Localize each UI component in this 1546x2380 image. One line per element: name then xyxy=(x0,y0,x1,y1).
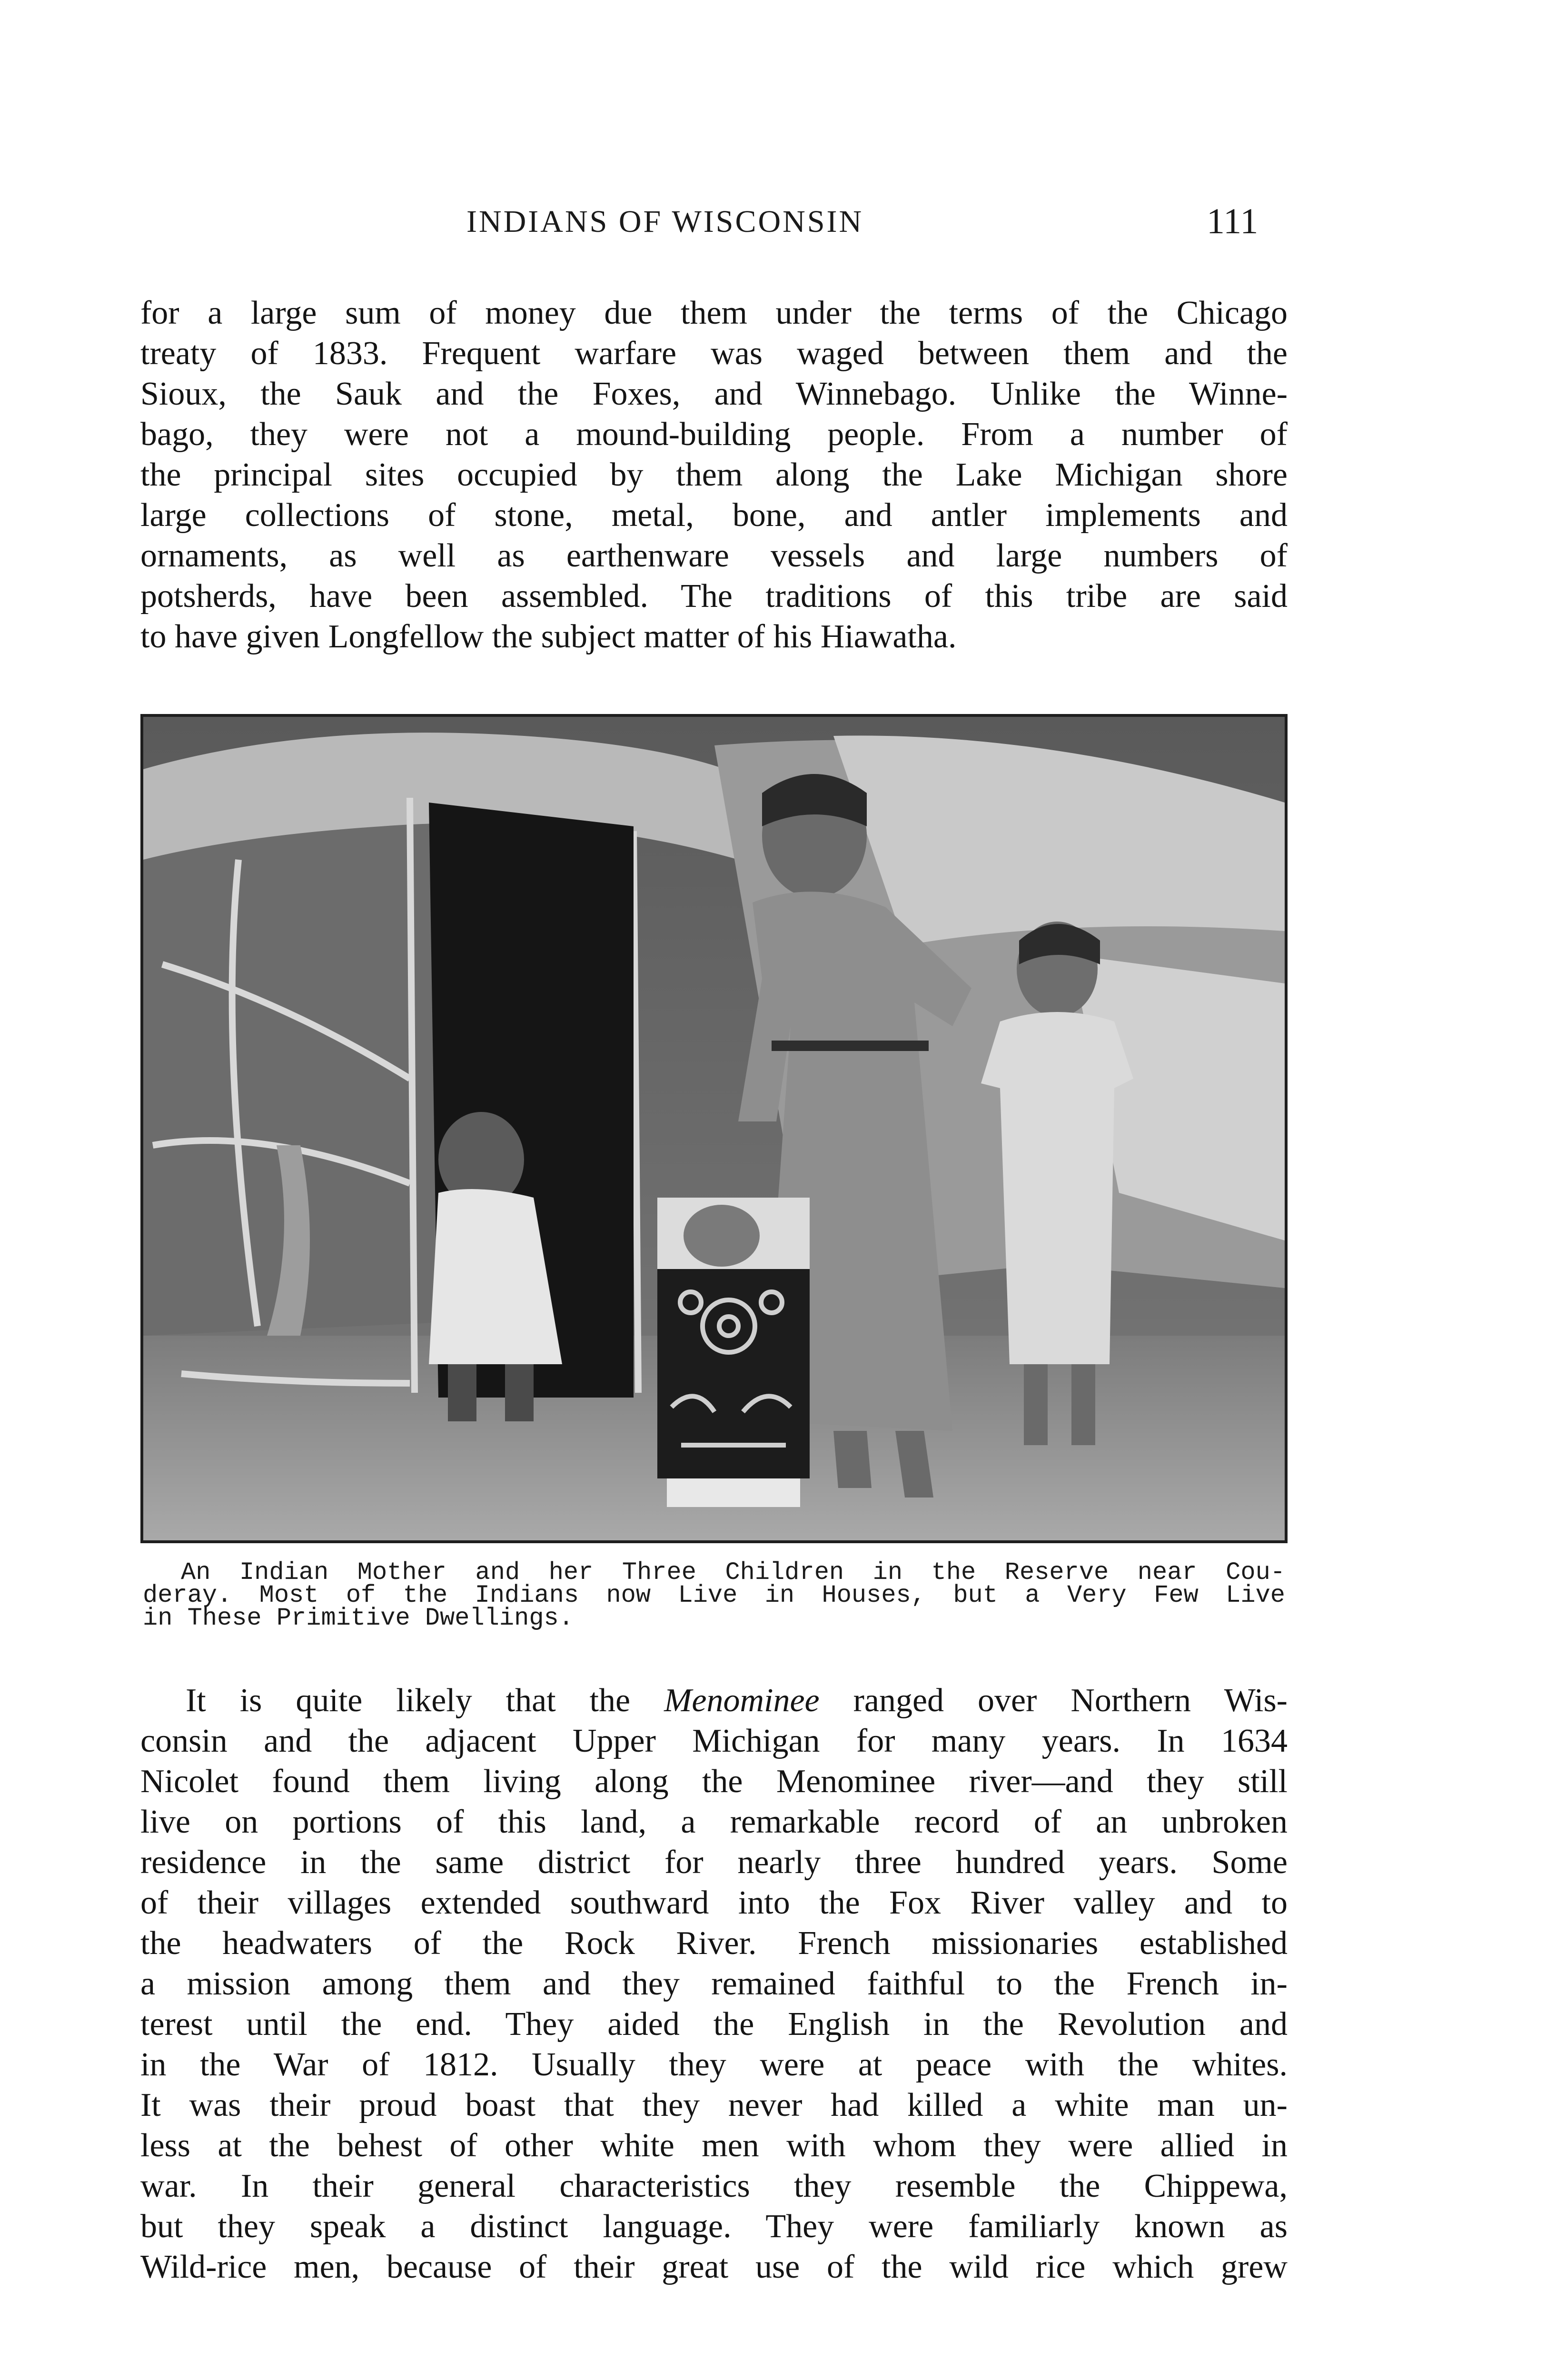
paragraph-1-line: treaty of 1833. Frequent warfare was waged between them and the xyxy=(140,335,1288,372)
photo-caption xyxy=(143,1558,1285,1632)
paragraph-2-line: terest until the end. They aided the English in the Revolution and xyxy=(140,2006,1288,2043)
photograph-illustration xyxy=(143,717,1285,1540)
paragraph-2 xyxy=(140,1680,1288,2287)
paragraph-2-text: It is quite likely that the xyxy=(186,1682,664,1719)
paragraph-1-line: the principal sites occupied by them along the Lake Michigan shore xyxy=(140,456,1288,493)
tribe-name-italic: Menominee xyxy=(664,1682,820,1719)
paragraph-1-line: ornaments, as well as earthenware vessels and large numbers of xyxy=(140,537,1288,574)
paragraph-1-line: potsherds, have been assembled. The traditions of this tribe are said xyxy=(140,578,1288,615)
caption-line: deray. Most of the Indians now Live in Houses, but a Very Few Live xyxy=(143,1581,1285,1609)
paragraph-2-first-line xyxy=(140,1680,1288,1721)
paragraph-1 xyxy=(140,293,1288,657)
paragraph-2-line: residence in the same district for nearly three hundred years. Some xyxy=(140,1844,1288,1881)
paragraph-2-line: live on portions of this land, a remarkable record of an unbroken xyxy=(140,1804,1288,1840)
paragraph-2-text: ranged over Northern Wis- xyxy=(819,1682,1288,1719)
paragraph-2-line: Wild-rice men, because of their great use of the wild rice which grew xyxy=(140,2249,1288,2285)
paragraph-1-line: bago, they were not a mound-building people. From a number of xyxy=(140,416,1288,453)
paragraph-2-line: a mission among them and they remained faithful to the French in- xyxy=(140,1965,1288,2002)
paragraph-2-line: the headwaters of the Rock River. French missionaries established xyxy=(140,1925,1288,1962)
paragraph-2-line: in the War of 1812. Usually they were at peace with the whites. xyxy=(140,2046,1288,2083)
paragraph-1-line: to have given Longfellow the subject matter of his Hiawatha. xyxy=(140,618,957,655)
photograph-mother-and-children xyxy=(140,714,1288,1543)
page-number: 111 xyxy=(1207,201,1259,241)
paragraph-2-line: It was their proud boast that they never had killed a white man un- xyxy=(140,2087,1288,2123)
cradleboard-with-baby xyxy=(657,1198,810,1507)
paragraph-2-line: less at the behest of other white men with whom they were allied in xyxy=(140,2127,1288,2164)
paragraph-2-line: but they speak a distinct language. They were familiarly known as xyxy=(140,2208,1288,2245)
paragraph-1-line: large collections of stone, metal, bone, and antler implements and xyxy=(140,497,1288,534)
caption-line: An Indian Mother and her Three Children in the Reserve near Cou- xyxy=(181,1558,1285,1587)
paragraph-2-line: consin and the adjacent Upper Michigan for many years. In 1634 xyxy=(140,1723,1288,1759)
paragraph-2-line: war. In their general characteristics they resemble the Chippewa, xyxy=(140,2168,1288,2204)
paragraph-2-line: of their villages extended southward into the Fox River valley and to xyxy=(140,1884,1288,1921)
paragraph-2-line: Nicolet found them living along the Menominee river—and they still xyxy=(140,1763,1288,1800)
caption-line: in These Primitive Dwellings. xyxy=(143,1604,574,1632)
paragraph-1-line: Sioux, the Sauk and the Foxes, and Winnebago. Unlike the Winne- xyxy=(140,376,1288,412)
running-head-title: INDIANS OF WISCONSIN xyxy=(466,204,864,239)
paragraph-1-line: for a large sum of money due them under the terms of the Chicago xyxy=(140,295,1288,331)
